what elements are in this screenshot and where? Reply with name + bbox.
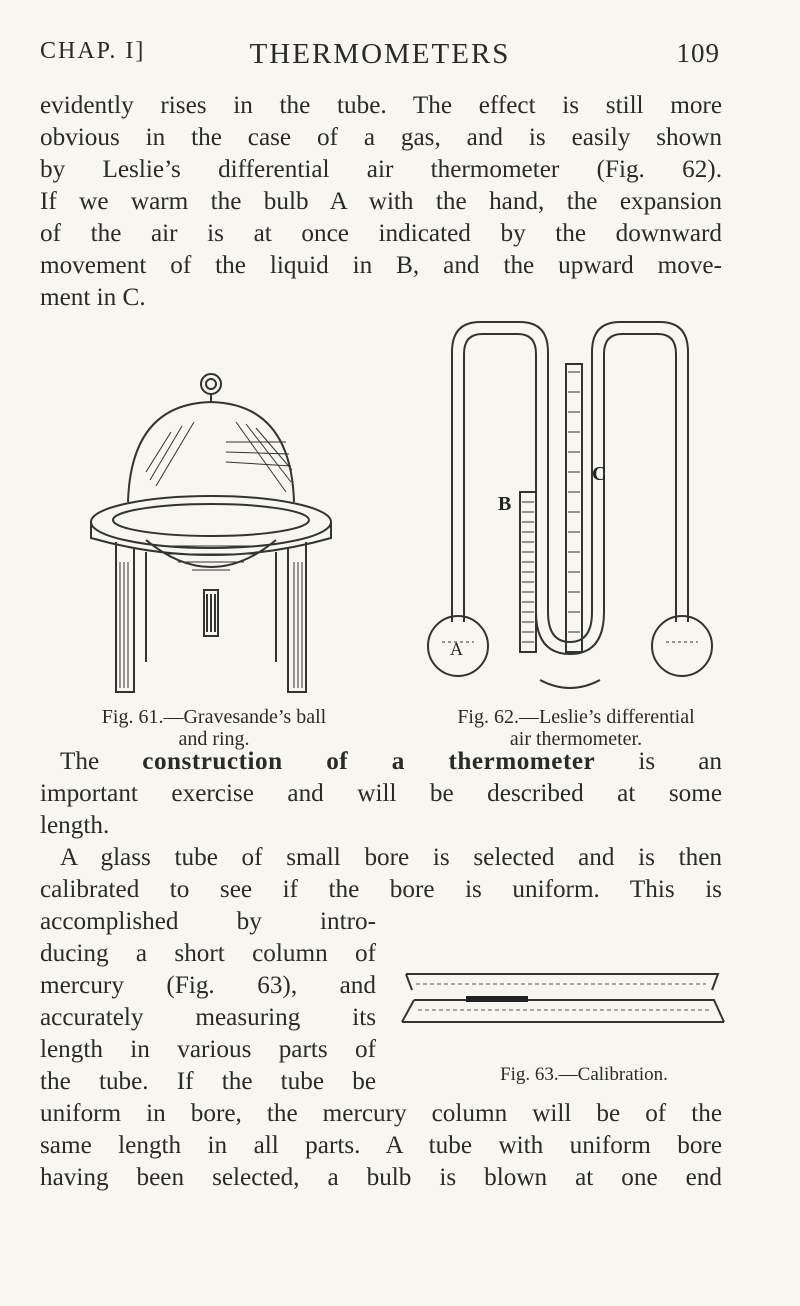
text-line bbox=[40, 746, 722, 778]
emphasized-term: construction of a thermometer bbox=[142, 748, 596, 775]
text-line: uniform in bore, the mercury column will be of the bbox=[40, 1100, 722, 1127]
fig61-caption bbox=[74, 706, 354, 750]
text-line: having been selected, a bulb is blown at one end bbox=[40, 1164, 722, 1191]
caption-line: Fig. 62.—Leslie’s differential bbox=[457, 706, 695, 728]
text-line: by Leslie’s differential air thermometer (Fig. 62). bbox=[40, 156, 722, 183]
text-line: the tube. If the tube be bbox=[40, 1068, 376, 1095]
text-line: of the air is at once indicated by the downward bbox=[40, 220, 722, 247]
page-number: 109 bbox=[676, 38, 720, 68]
text-line: ducing a short column of bbox=[40, 940, 376, 967]
text-run: is an bbox=[595, 748, 722, 775]
mercury-column bbox=[466, 996, 528, 1002]
text-line: important exercise and will be described at some bbox=[40, 780, 722, 807]
text-line: If we warm the bulb A with the hand, the expansion bbox=[40, 188, 722, 215]
text-line: A glass tube of small bore is selected and is then bbox=[60, 844, 722, 871]
chapter-label: CHAP. I] bbox=[40, 38, 146, 64]
caption-line: Fig. 61.—Gravesande’s ball bbox=[101, 706, 327, 728]
text-line: calibrated to see if the bore is uniform. This is bbox=[40, 876, 722, 903]
paragraph-2 bbox=[40, 746, 722, 842]
text-line: ment in C. bbox=[40, 284, 146, 311]
text-line: accurately measuring its bbox=[40, 1004, 376, 1031]
fig62-caption bbox=[416, 706, 736, 750]
paragraph-1 bbox=[40, 90, 722, 314]
text-line: movement of the liquid in B, and the upward move- bbox=[40, 252, 722, 279]
caption-line: air thermometer. bbox=[509, 728, 643, 750]
text-line: obvious in the case of a gas, and is easily shown bbox=[40, 124, 722, 151]
fig63-calibration-tube-illustration bbox=[396, 966, 726, 1032]
text-line: accomplished by intro- bbox=[40, 908, 376, 935]
label-c: C bbox=[592, 463, 607, 485]
running-title: THERMOMETERS bbox=[249, 38, 511, 70]
running-header bbox=[40, 38, 720, 78]
narrow-column bbox=[40, 906, 376, 1098]
text-line: same length in all parts. A tube with uniform bore bbox=[40, 1132, 722, 1159]
text-line: length in various parts of bbox=[40, 1036, 376, 1063]
fig62-differential-thermometer-illustration bbox=[420, 312, 720, 712]
label-a: A bbox=[450, 639, 463, 659]
text-line: evidently rises in the tube. The effect is still more bbox=[40, 92, 722, 119]
text-line: mercury (Fig. 63), and bbox=[40, 972, 376, 999]
text-run: The bbox=[60, 748, 143, 775]
text-line: length. bbox=[40, 812, 110, 839]
fig63-caption: Fig. 63.—Calibration. bbox=[500, 1064, 668, 1085]
label-b: B bbox=[498, 493, 512, 515]
fig61-ball-and-ring-illustration bbox=[86, 362, 336, 702]
caption-line: and ring. bbox=[178, 728, 250, 750]
